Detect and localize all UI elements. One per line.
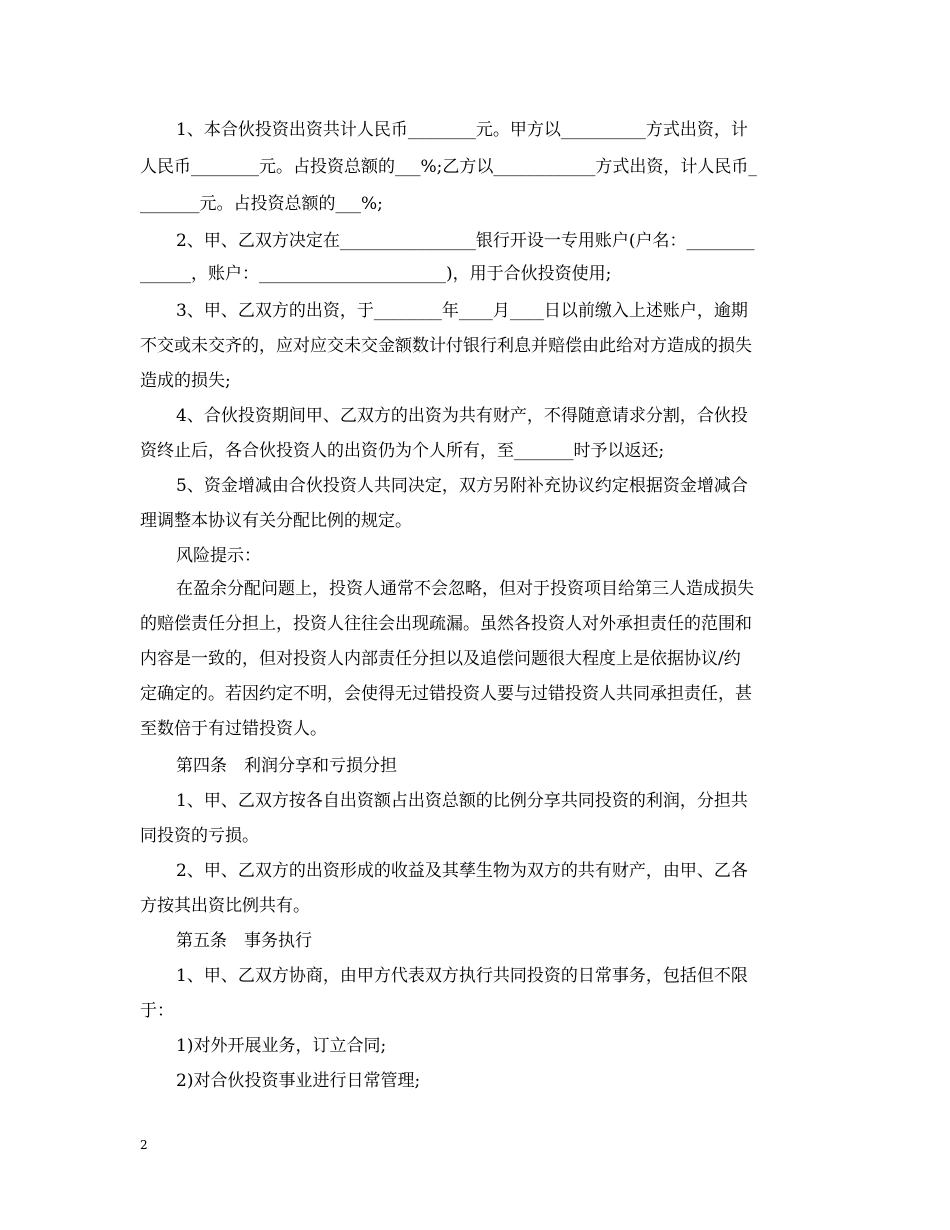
clause-3-5-line: 5、资金增减由合伙投资人共同决定，双方另附补充协议约定根据资金增减合	[176, 476, 748, 496]
clause-5-1-line: 1、甲、乙双方协商，由甲方代表双方执行共同投资的日常事务，包括但不限	[176, 966, 748, 986]
article-5-heading: 第五条 事务执行	[176, 931, 312, 951]
risk-note-line: 内容是一致的，但对投资人内部责任分担以及追偿问题很大程度上是依据协议/约	[140, 649, 741, 669]
clause-4-1-line: 同投资的亏损。	[140, 826, 259, 846]
clause-4-1-line: 1、甲、乙双方按各自出资额占出资总额的比例分享共同投资的利润，分担共	[176, 791, 748, 811]
risk-note-heading: 风险提示：	[176, 546, 261, 566]
clause-5-1-item: 2)对合伙投资事业进行日常管理;	[176, 1071, 421, 1091]
clause-3-2-line: 2、甲、乙双方决定在________________银行开设一专用账户(户名：________	[176, 231, 755, 251]
clause-3-3-line: 造成的损失;	[140, 371, 231, 391]
clause-3-2-line: ______，账户：______________________)，用于合伙投资使用;	[140, 264, 612, 284]
clause-3-4-line: 4、合伙投资期间甲、乙双方的出资为共有财产，不得随意请求分割，合伙投	[176, 406, 748, 426]
clause-4-2-line: 2、甲、乙双方的出资形成的收益及其孳生物为双方的共有财产，由甲、乙各	[176, 861, 748, 881]
clause-3-5-line: 理调整本协议有关分配比例的规定。	[140, 511, 412, 531]
risk-note-line: 至数倍于有过错投资人。	[140, 719, 327, 739]
risk-note-line: 在盈余分配问题上，投资人通常不会忽略，但对于投资项目给第三人造成损失	[176, 579, 754, 599]
clause-3-4-line: 资终止后，各合伙投资人的出资仍为个人所有，至_______时予以返还;	[140, 441, 665, 461]
clause-3-3-line: 不交或未交齐的，应对应交未交金额数计付银行利息并赔偿由此给对方造成的损失	[140, 336, 752, 356]
risk-note-line: 的赔偿责任分担上，投资人往往会出现疏漏。虽然各投资人对外承担责任的范围和	[140, 614, 752, 634]
clause-3-1-line: 1、本合伙投资出资共计人民币________元。甲方以__________方式出资，计	[176, 120, 748, 140]
clause-5-1-line: 于：	[140, 1001, 174, 1021]
clause-4-2-line: 方按其出资比例共有。	[140, 896, 310, 916]
page-number: 2	[140, 1138, 148, 1152]
risk-note-line: 定确定的。若因约定不明，会使得无过错投资人要与过错投资人共同承担责任，甚	[140, 684, 752, 704]
article-4-heading: 第四条 利润分享和亏损分担	[176, 756, 397, 776]
clause-3-3-line: 3、甲、乙双方的出资，于________年____月____日以前缴入上述账户，逾期	[176, 301, 748, 321]
clause-3-1-line: 人民币________元。占投资总额的___%;乙方以____________方式出资，计人民币_	[140, 157, 757, 177]
clause-5-1-item: 1)对外开展业务，订立合同;	[176, 1036, 387, 1056]
clause-3-1-line: _______元。占投资总额的___%;	[140, 194, 383, 214]
